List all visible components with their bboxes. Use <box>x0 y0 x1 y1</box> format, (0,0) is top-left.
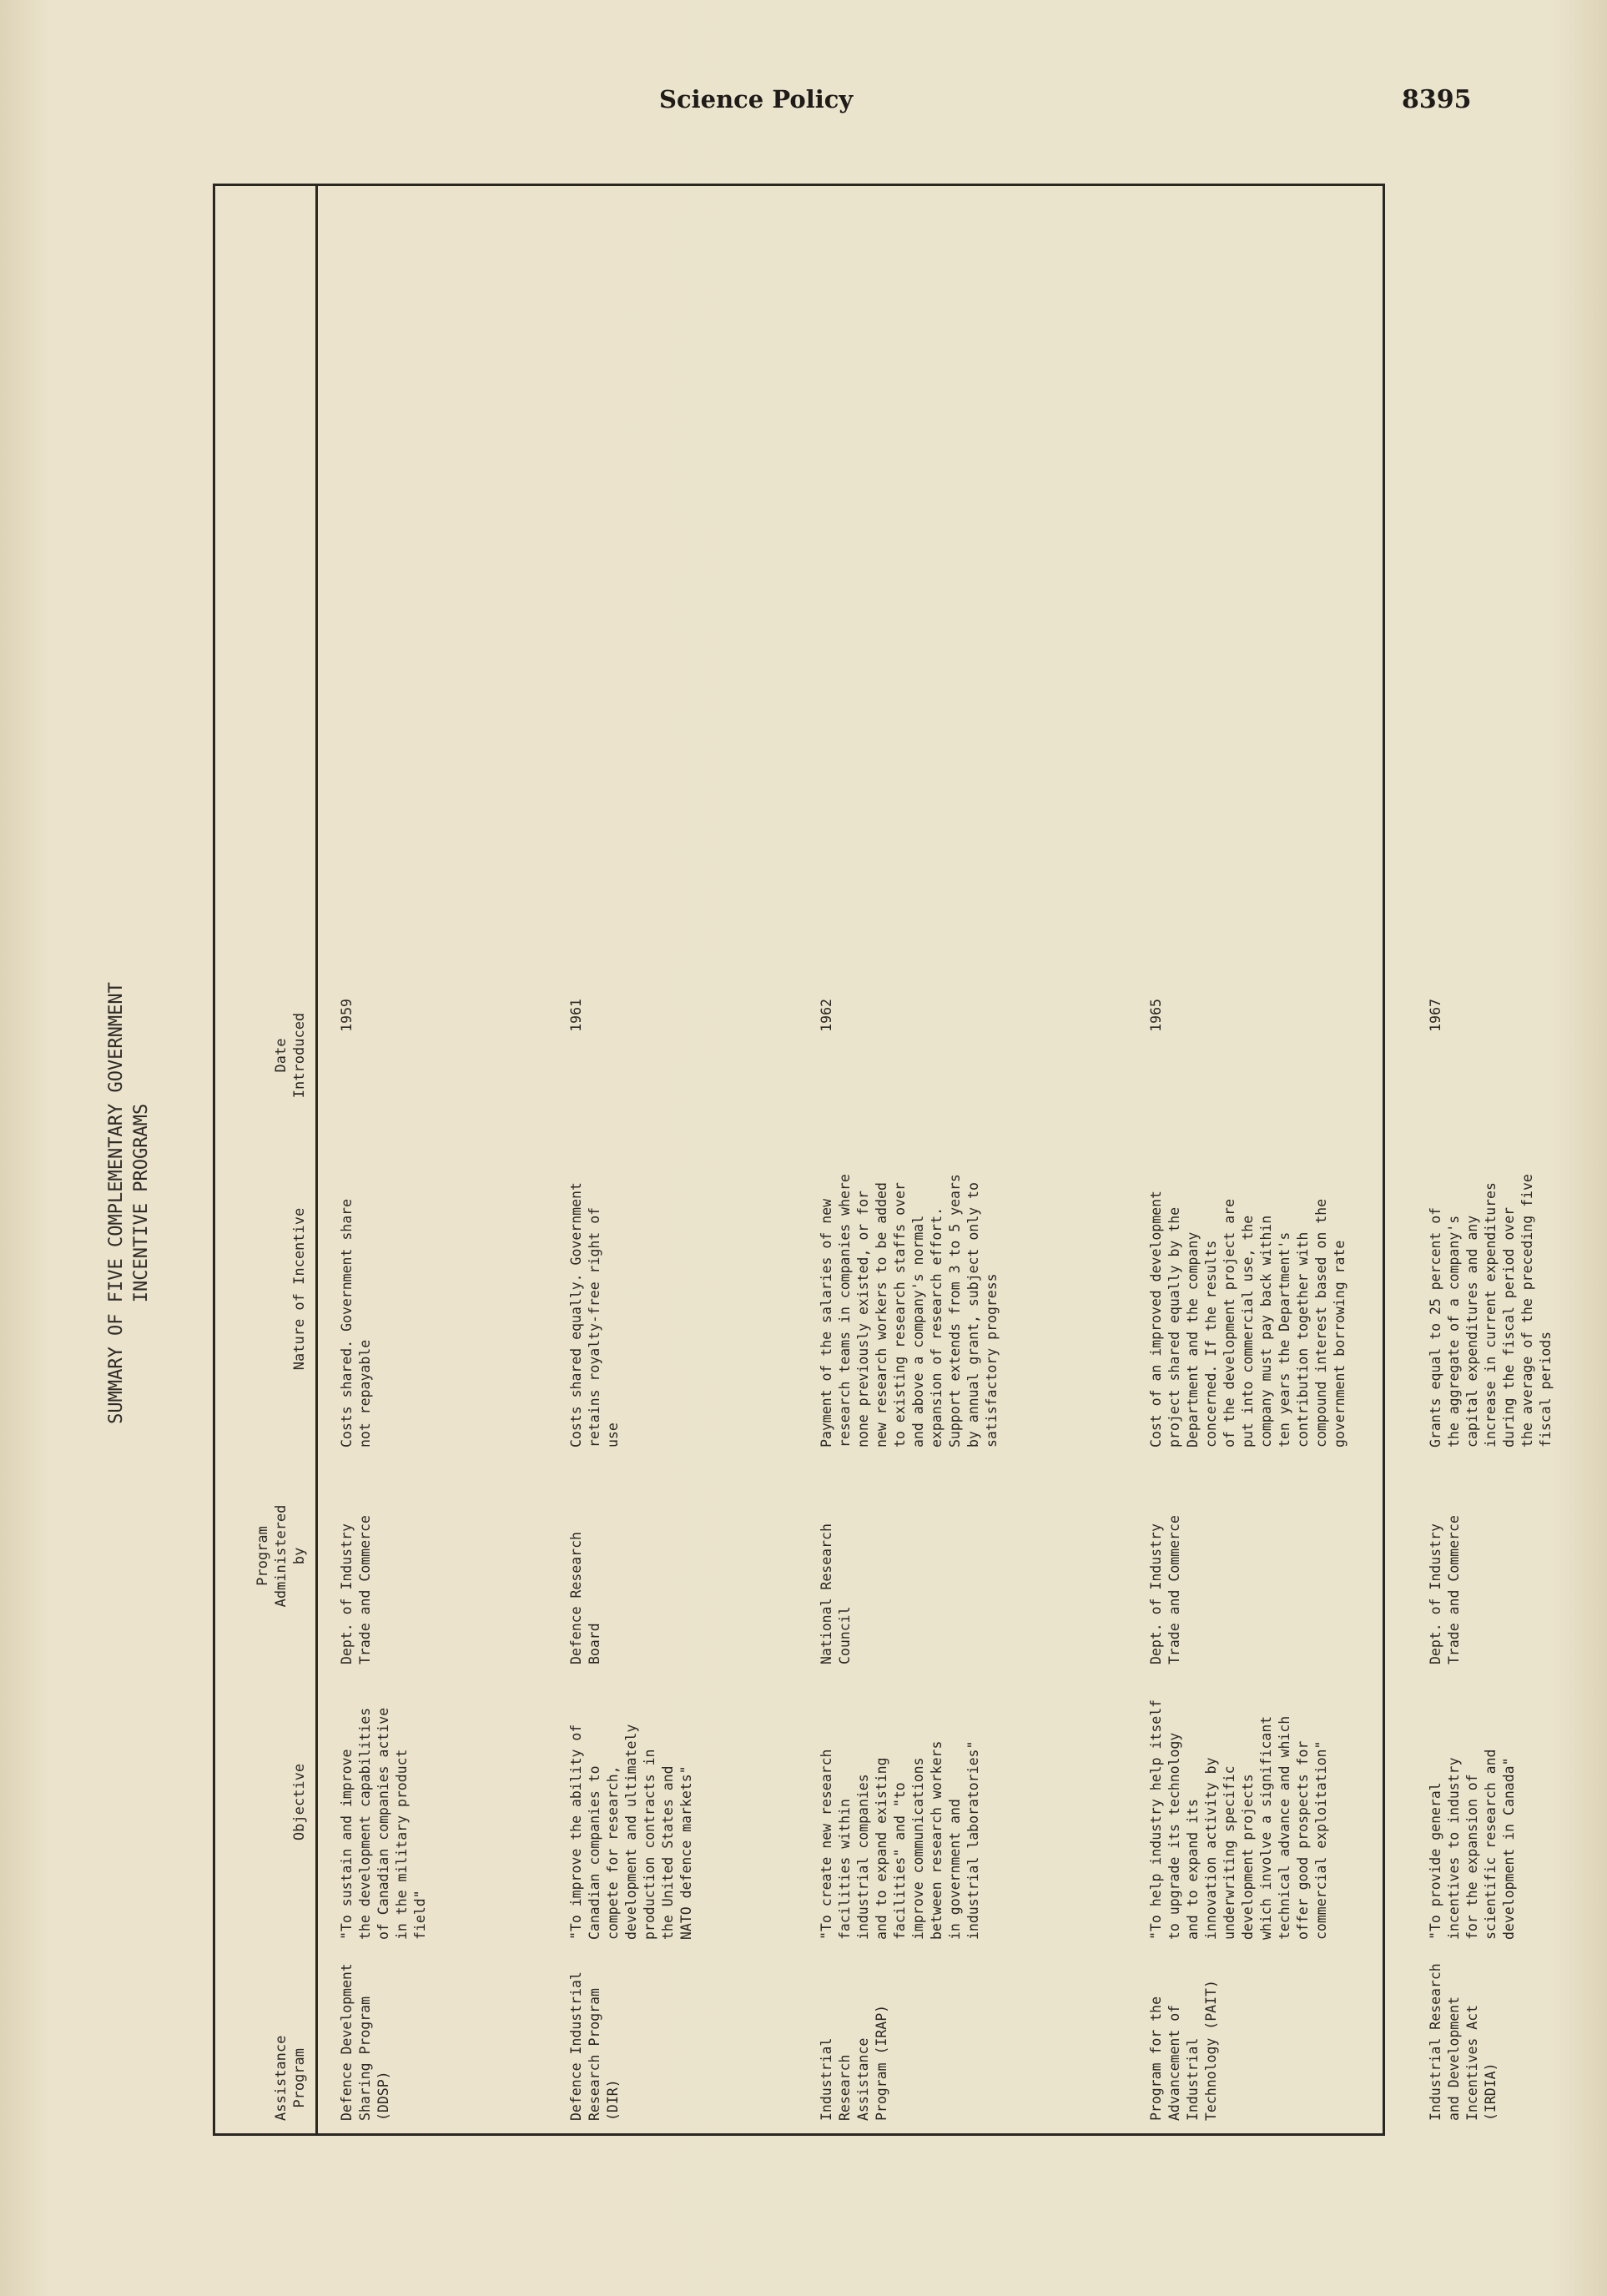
table-row <box>1423 184 1607 2136</box>
program-cell: Industrial Research and Development Incentives Act (IRDIA) <box>1428 1963 1499 2121</box>
administered-cell: Dept. of Industry Trade and Commerce <box>1148 1515 1182 1664</box>
date-cell: 1967 <box>1428 999 1443 1032</box>
incentive-cell: Costs shared equally. Government retains royalty-free right of use <box>568 1182 621 1448</box>
table-row <box>1144 184 1419 2136</box>
objective-cell: "To improve the ability of Canadian companies to compete for research, development and ultimately production contracts in the United States and NATO defence markets" <box>568 1724 694 1940</box>
table-row <box>335 184 518 2136</box>
objective-cell: "To help industry help itself to upgrade its technology and to expand its innovation activity by underwriting specific development projects which involve a significant technical advance and which offer good prospects for commercial exploitation" <box>1148 1699 1329 1940</box>
table-caption: SUMMARY OF FIVE COMPLEMENTARY GOVERNMENT INCENTIVE PROGRAMS <box>106 982 152 1424</box>
program-cell: Defence Industrial Research Program (DIR) <box>568 1971 621 2121</box>
program-summary-table <box>214 184 1554 2136</box>
administered-cell: Defence Research Board <box>568 1532 602 1664</box>
header-nature-of-incentive: Nature of Incentive <box>291 1207 308 1371</box>
incentive-cell: Grants equal to 25 percent of the aggregate of a company's capital expenditures and any increase in current expenditures during the fiscal period over the average of the preceding five fiscal periods <box>1428 1174 1554 1448</box>
header-administered-by: Program Administered by <box>254 1504 308 1608</box>
administered-cell: Dept. of Industry Trade and Commerce <box>339 1515 373 1664</box>
objective-cell: "To create new research facilities within industrial companies and to expand existing facilities" and "to improve communications between research workers in government and industrial laboratories" <box>819 1740 981 1940</box>
page-number: 8395 <box>1402 85 1472 114</box>
administered-cell: Dept. of Industry Trade and Commerce <box>1428 1515 1462 1664</box>
program-cell: Program for the Advancement of Industrial Technology (PAIT) <box>1148 1980 1219 2121</box>
page-title: Science Policy <box>659 85 854 113</box>
date-cell: 1961 <box>568 999 584 1032</box>
objective-cell: "To sustain and improve the development capabilities of Canadian companies active in the military product field" <box>339 1707 428 1940</box>
program-cell: Defence Development Sharing Program (DDSP) <box>339 1963 391 2121</box>
table-header-row <box>214 184 318 2136</box>
incentive-cell: Payment of the salaries of new research teams in companies where none previously existed, or for new research workers to be added to existing research staffs over and above a company's normal expansion of research effort. Support extends from 3 to 5 years by annual grant, subject only to satisfactory progress <box>819 1174 1000 1448</box>
table-row <box>814 184 1065 2136</box>
header-assistance-program: Assistance Program <box>273 2035 308 2121</box>
administered-cell: National Research Council <box>819 1523 853 1664</box>
table-row <box>564 184 785 2136</box>
incentive-cell: Cost of an improved development project shared equally by the Department and the company concerned. If the results of the development project are put into commercial use, the company must pay back within ten years the Department's contribution together with compound interest based on the government borrowing rate <box>1148 1191 1348 1448</box>
header-date-introduced: Date Introduced <box>273 1012 308 1099</box>
incentive-cell: Costs shared. Government share not repayable <box>339 1198 373 1448</box>
program-cell: Industrial Research Assistance Program (IRAP) <box>819 2004 889 2121</box>
date-cell: 1959 <box>339 999 355 1032</box>
header-objective: Objective <box>291 1763 308 1841</box>
date-cell: 1962 <box>819 999 834 1032</box>
objective-cell: "To provide general incentives to industry for the expansion of scientific research and development in Canada" <box>1428 1749 1517 1940</box>
date-cell: 1965 <box>1148 999 1164 1032</box>
